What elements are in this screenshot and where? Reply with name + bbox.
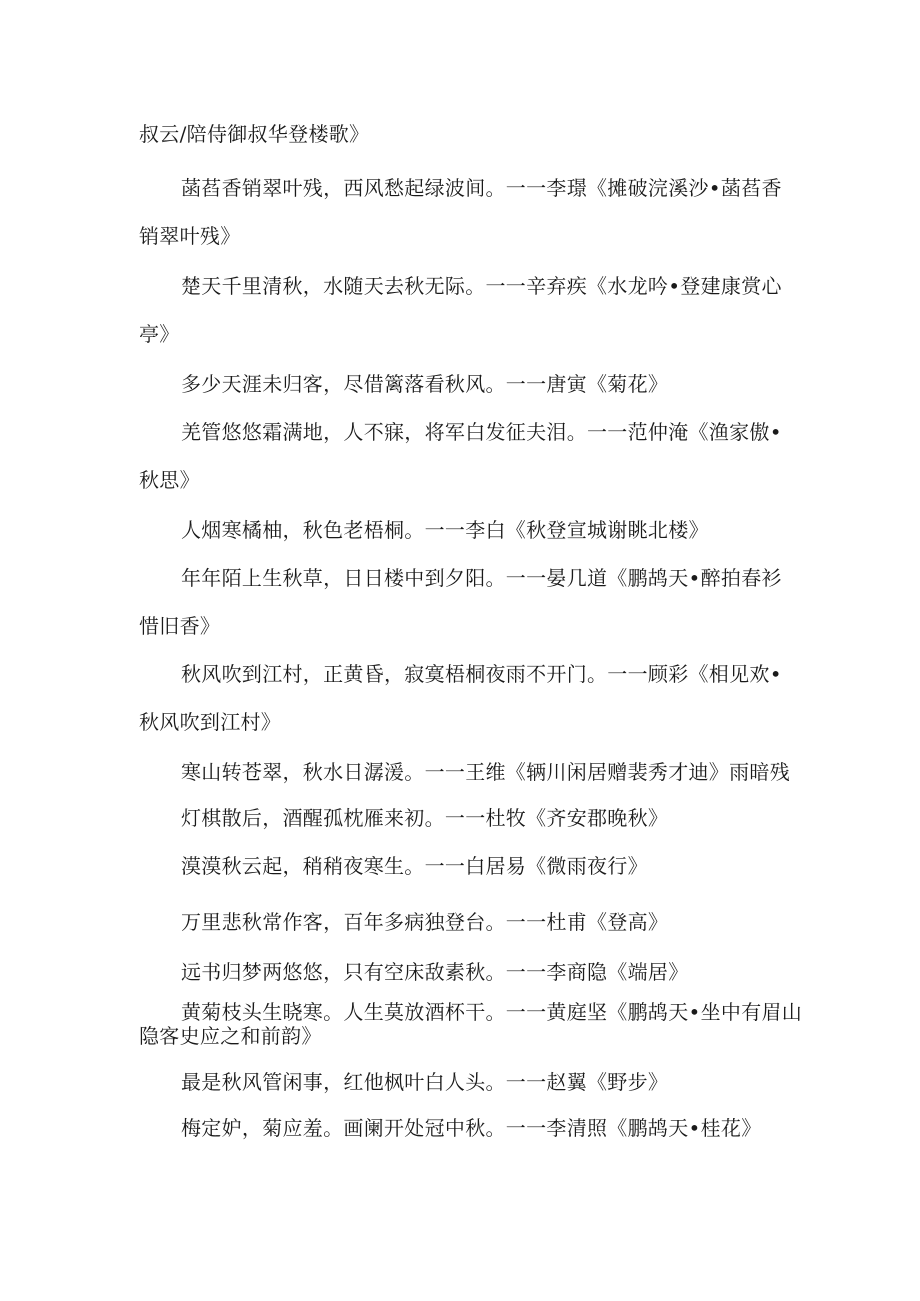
text-line: 秋风吹到江村，正黄昏，寂寞梧桐夜雨不开门。一一顾彩《相见欢• [181, 662, 782, 686]
text-line: 远书归梦两悠悠，只有空床敌素秋。一一李商隐《端居》 [181, 960, 689, 984]
text-line: 秋风吹到江村》 [139, 710, 282, 734]
text-line: 秋思》 [139, 468, 200, 492]
text-line: 寒山转苍翠，秋水日潺湲。一一王维《辆川闲居赠裴秀才迪》雨暗残 [181, 760, 790, 784]
text-line: 最是秋风管闲事，红他枫叶白人头。一一赵翼《野步》 [181, 1070, 669, 1094]
text-line: 叔云/陪侍御叔华登楼歌》 [139, 122, 370, 146]
text-line: 年年陌上生秋草，日日楼中到夕阳。一一晏几道《鹏鸪天•醉拍春衫 [181, 566, 782, 590]
text-line: 销翠叶残》 [139, 224, 241, 248]
text-line: 菡萏香销翠叶残，西风愁起绿波间。一一李璟《摊破浣溪沙•菡萏香 [181, 176, 782, 200]
text-line: 万里悲秋常作客，百年多病独登台。一一杜甫《登高》 [181, 910, 669, 934]
text-line: 亭》 [139, 322, 180, 346]
text-line: 人烟寒橘柚，秋色老梧桐。一一李白《秋登宣城谢眺北楼》 [181, 518, 709, 542]
text-line: 隐客史应之和前韵》 [139, 1024, 322, 1048]
text-line: 黄菊枝头生晓寒。人生莫放酒杯干。一一黄庭坚《鹏鸪天•坐中有眉山 [181, 1000, 803, 1024]
text-line: 灯棋散后，酒醒孤枕雁来初。一一杜牧《齐安郡晚秋》 [181, 806, 669, 830]
text-line: 多少天涯未归客，尽借篱落看秋风。一一唐寅《菊花》 [181, 372, 669, 396]
text-line: 梅定妒，菊应羞。画阑开处冠中秋。一一李清照《鹏鸪天•桂花》 [181, 1116, 762, 1140]
text-line: 惜旧香》 [139, 614, 221, 638]
text-line: 羌管悠悠霜满地，人不寐，将军白发征夫泪。一一范仲淹《渔家傲• [181, 420, 782, 444]
text-line: 楚天千里清秋，水随天去秋无际。一一辛弃疾《水龙吟•登建康赏心 [181, 274, 782, 298]
text-line: 漠漠秋云起，稍稍夜寒生。一一白居易《微雨夜行》 [181, 854, 648, 878]
